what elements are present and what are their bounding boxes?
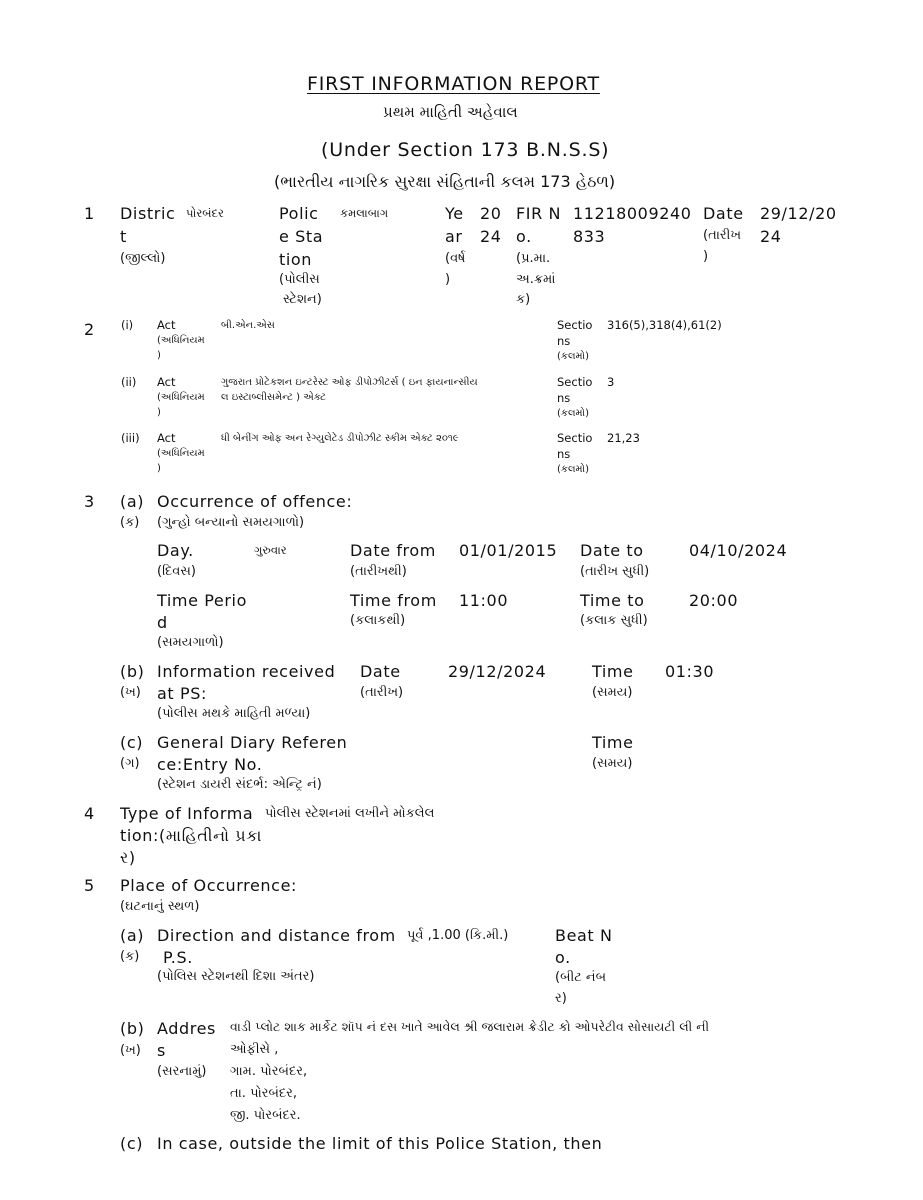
act-index: (ii): [121, 375, 137, 389]
address-line: જી. પોરબંદર.: [230, 1108, 301, 1123]
place-label-gu: (ઘટનાનું સ્થળ): [120, 899, 200, 914]
date-label-gu: ): [703, 249, 709, 264]
info-type-label: Type of Informa: [120, 804, 254, 823]
beat-number-label-gu: ર): [555, 991, 567, 1006]
fir-number-value: 833: [573, 227, 606, 246]
under-section-en: (Under Section 173 B.N.S.S): [321, 139, 610, 161]
date-value: 24: [760, 227, 782, 246]
title-gu: પ્રથમ માહિતી અહેવાલ: [383, 103, 518, 121]
district-label-gu: (જીલ્લો): [120, 251, 166, 266]
sections-value: 316(5),318(4),61(2): [607, 318, 722, 332]
date-to-label: Date to: [580, 541, 644, 560]
beat-number-label-gu: (બીટ નંબ: [555, 970, 607, 985]
diary-time-label: Time: [592, 733, 634, 752]
info-type-value: પોલીસ સ્ટેશનમાં લખીને મોકલેલ: [265, 806, 435, 821]
date-to-value: 04/10/2024: [689, 541, 788, 560]
act-label-gu: ): [157, 463, 161, 474]
address-line: તા. પોરબંદર,: [230, 1086, 298, 1101]
beat-number-label: o.: [555, 948, 571, 967]
fir-number-label: FIR N: [516, 204, 562, 223]
address-line: ગામ. પોરબંદર,: [230, 1064, 308, 1079]
under-section-gu: (ભારતીય નાગરિક સુરક્ષા સંહિતાની કલમ 173 હેઠળ): [274, 172, 616, 191]
act-label-gu: (અધિનિયમ: [157, 392, 205, 403]
place-label: Place of Occurrence:: [120, 876, 297, 895]
year-value: 20: [480, 204, 502, 223]
time-from-label-gu: (કલાકથી): [350, 613, 406, 628]
address-label-gu: (સરનામું): [157, 1064, 207, 1079]
time-to-label: Time to: [580, 591, 645, 610]
address-line: ઓફીસે ,: [230, 1042, 279, 1057]
time-to-value: 20:00: [689, 591, 739, 610]
act-name: ધી બેનીંગ ઓફ અન રેગ્યુલેટેડ ડીપોઝીટ સ્કીમ એક્ટ ૨૦૧૯: [221, 433, 459, 444]
police-station-label: tion: [279, 250, 313, 269]
act-name: બી.એન.એસ: [221, 320, 275, 331]
sub-index: (c): [120, 733, 144, 752]
direction-label: P.S.: [163, 948, 193, 967]
title-en: FIRST INFORMATION REPORT: [307, 73, 600, 95]
time-from-value: 11:00: [459, 591, 509, 610]
row-number: 1: [84, 204, 95, 223]
received-date-label-gu: (તારીખ): [360, 685, 404, 700]
date-label-gu: (તારીખ: [703, 228, 742, 243]
day-label: Day.: [157, 541, 194, 560]
general-diary-label: ce:Entry No.: [157, 755, 263, 774]
sections-label-gu: (કલમો): [557, 351, 589, 362]
act-label-gu: ): [157, 407, 161, 418]
district-value: પોરબંદર: [186, 206, 224, 220]
sub-index: (a): [120, 492, 145, 511]
date-value: 29/12/20: [760, 204, 837, 223]
police-station-label: Polic: [279, 204, 319, 223]
direction-label: Direction and distance from: [157, 926, 396, 945]
year-label-gu: ): [445, 272, 451, 287]
direction-value: પૂર્વ ,1.00 (કિ.મી.): [407, 928, 509, 943]
beat-number-label: Beat N: [555, 926, 613, 945]
act-label-gu: (અધિનિયમ: [157, 448, 205, 459]
time-from-label: Time from: [350, 591, 437, 610]
day-value: ગુરુવાર: [254, 543, 287, 557]
police-station-label-gu: (પોલીસ: [279, 272, 320, 287]
year-label: Ye: [445, 204, 464, 223]
act-index: (i): [121, 318, 134, 332]
outside-limit-label: In case, outside the limit of this Police Station, then: [157, 1134, 603, 1153]
row-number: 3: [84, 492, 95, 511]
sub-index-gu: (ક): [120, 515, 140, 530]
address-label: s: [157, 1041, 166, 1060]
info-type-label: tion:(માહિતીનો પ્રકા: [120, 826, 263, 845]
occurrence-label: Occurrence of offence:: [157, 492, 353, 511]
act-label-gu: ): [157, 350, 161, 361]
sub-index-gu: (ક): [120, 949, 140, 964]
time-period-label: d: [157, 613, 168, 632]
sub-index-gu: (ખ): [120, 1043, 141, 1058]
police-station-label: e Sta: [279, 227, 324, 246]
row-number: 4: [84, 804, 95, 823]
sections-label: ns: [557, 447, 571, 461]
sub-index-gu: (ગ): [120, 756, 140, 771]
act-label: Act: [157, 318, 176, 332]
sections-value: 3: [607, 375, 615, 389]
sections-label: Sectio: [557, 431, 593, 445]
sub-index-gu: (ખ): [120, 685, 141, 700]
time-to-label-gu: (કલાક સુધી): [580, 613, 648, 628]
act-label: Act: [157, 431, 176, 445]
sub-index: (b): [120, 662, 145, 681]
fir-number-label-gu: ક): [516, 292, 531, 307]
date-from-label: Date from: [350, 541, 436, 560]
address-line: વાડી પ્લોટ શાક માર્કેટ શૉપ નં દસ ખાતે આવેલ શ્રી જલારામ ક્રેડીટ કો ઓપરેટીવ સોસાયટી લી ની: [230, 1019, 710, 1034]
fir-number-label: o.: [516, 227, 532, 246]
sections-value: 21,23: [607, 431, 640, 445]
received-time-label-gu: (સમય): [592, 685, 633, 700]
sections-label: ns: [557, 391, 571, 405]
police-station-value: કમલાબાગ: [340, 206, 389, 220]
row-number: 2: [84, 320, 95, 339]
sections-label-gu: (કલમો): [557, 464, 589, 475]
sections-label: Sectio: [557, 375, 593, 389]
info-received-label: at PS:: [157, 684, 207, 703]
sections-label-gu: (કલમો): [557, 408, 589, 419]
sections-label: Sectio: [557, 318, 593, 332]
occurrence-label-gu: (ગુન્હો બન્યાનો સમયગાળો): [157, 515, 305, 530]
sub-index: (c): [120, 1134, 144, 1153]
general-diary-label: General Diary Referen: [157, 733, 348, 752]
fir-number-label-gu: (પ્ર.મા.: [516, 251, 551, 266]
direction-label-gu: (પોલિસ સ્ટેશનથી દિશા અંતર): [157, 969, 315, 984]
diary-time-label-gu: (સમય): [592, 756, 633, 771]
act-label: Act: [157, 375, 176, 389]
date-to-label-gu: (તારીખ સુધી): [580, 564, 650, 579]
fir-number-value: 11218009240: [573, 204, 692, 223]
date-from-label-gu: (તારીખથી): [350, 564, 407, 579]
day-label-gu: (દિવસ): [157, 564, 196, 579]
received-date-label: Date: [360, 662, 401, 681]
received-time-value: 01:30: [665, 662, 715, 681]
info-received-label: Information received: [157, 662, 336, 681]
date-label: Date: [703, 204, 744, 223]
info-type-label: ર): [120, 848, 136, 867]
year-label: ar: [445, 227, 463, 246]
act-index: (iii): [121, 431, 140, 445]
fir-number-label-gu: અ.ક્રમાં: [516, 272, 556, 287]
row-number: 5: [84, 876, 95, 895]
sections-label: ns: [557, 334, 571, 348]
district-label: t: [120, 227, 127, 246]
district-label: Distric: [120, 204, 176, 223]
year-label-gu: (વર્ષ: [445, 251, 466, 266]
sub-index: (a): [120, 926, 145, 945]
date-from-value: 01/01/2015: [459, 541, 558, 560]
time-period-label: Time Perio: [157, 591, 247, 610]
received-date-value: 29/12/2024: [448, 662, 547, 681]
general-diary-label-gu: (સ્ટેશન ડાયરી સંદર્ભ: એન્ટ્રિ નં): [157, 777, 322, 792]
year-value: 24: [480, 227, 502, 246]
sub-index: (b): [120, 1019, 145, 1038]
received-time-label: Time: [592, 662, 634, 681]
act-name: લ ઇસ્ટાબ્લીસમેન્ટ ) એક્ટ: [221, 392, 326, 403]
act-label-gu: (અધિનિયમ: [157, 335, 205, 346]
time-period-label-gu: (સમયગાળો): [157, 635, 224, 650]
address-label: Addres: [157, 1019, 216, 1038]
info-received-label-gu: (પોલીસ મથકે માહિતી મળ્યા): [157, 706, 311, 721]
act-name: ગુજરાત પ્રોટેકશન ઇન્ટરેસ્ટ ઓફ ડીપોઝીટર્સ ( ઇન ફાયનાન્સીય: [221, 377, 478, 388]
police-station-label-gu: સ્ટેશન): [283, 292, 322, 307]
